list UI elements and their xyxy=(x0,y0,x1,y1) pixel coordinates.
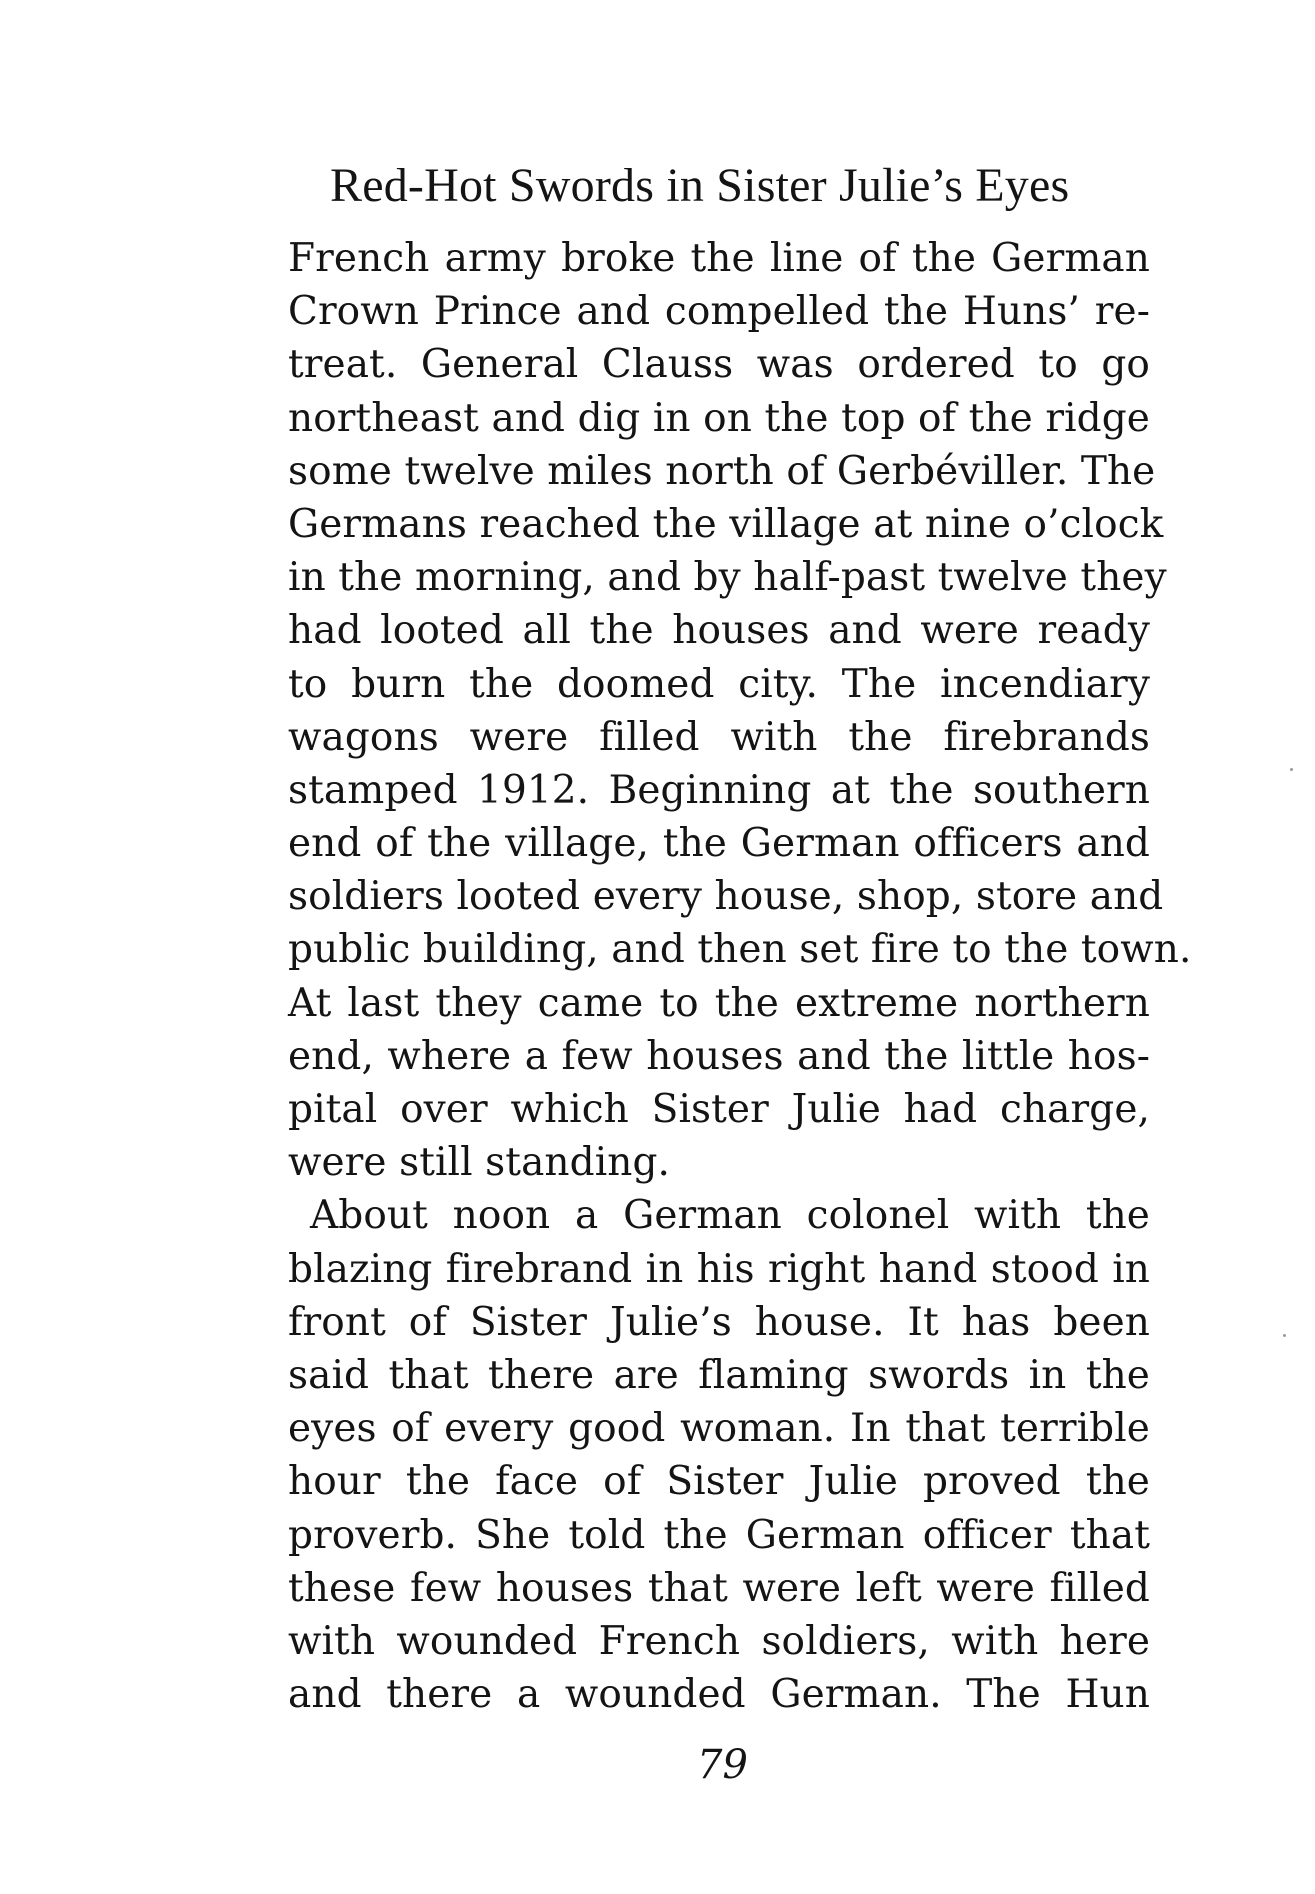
text-line: treat. General Clauss was ordered to go xyxy=(288,342,1150,388)
text-line: end, where a few houses and the little hos- xyxy=(288,1033,1150,1079)
text-line: to burn the doomed city. The incendiary xyxy=(288,661,1150,707)
paragraph-first-line: About noon a German colonel with the xyxy=(310,1193,1150,1239)
text-line: with wounded French soldiers, with here xyxy=(288,1618,1150,1664)
text-line: northeast and dig in on the top of the ridge xyxy=(288,395,1150,441)
body-text xyxy=(288,232,1192,1721)
text-line: Crown Prince and compelled the Huns’ re- xyxy=(288,289,1150,335)
text-line: front of Sister Julie’s house. It has been xyxy=(288,1299,1150,1345)
text-line: end of the village, the German officers and xyxy=(288,821,1150,867)
text-line: wagons were filled with the firebrands xyxy=(288,714,1150,760)
text-line: some twelve miles north of Gerbéviller. The xyxy=(288,448,1156,494)
running-head: Red-Hot Swords in Sister Julie’s Eyes xyxy=(330,159,1070,212)
text-line: public building, and then set fire to the town. xyxy=(288,927,1192,973)
page-number: 79 xyxy=(697,1742,748,1788)
text-line: soldiers looted every house, shop, store and xyxy=(288,874,1164,920)
text-line: pital over which Sister Julie had charge, xyxy=(288,1087,1150,1132)
text-line: blazing firebrand in his right hand stood in xyxy=(288,1246,1150,1292)
text-line: Germans reached the village at nine o’clock xyxy=(288,501,1164,547)
text-line: stamped 1912. Beginning at the southern xyxy=(288,767,1150,813)
text-line: proverb. She told the German officer that xyxy=(288,1512,1150,1558)
text-line: these few houses that were left were filled xyxy=(288,1565,1150,1611)
text-line: in the morning, and by half-past twelve they xyxy=(288,555,1167,601)
scan-speck xyxy=(1283,1334,1286,1337)
text-line: hour the face of Sister Julie proved the xyxy=(288,1459,1150,1505)
text-line: had looted all the houses and were ready xyxy=(288,608,1150,654)
text-line: French army broke the line of the German xyxy=(288,236,1150,281)
text-line: and there a wounded German. The Hun xyxy=(288,1672,1150,1718)
scan-speck xyxy=(1290,768,1293,771)
paragraph-end-line: were still standing. xyxy=(288,1140,671,1186)
text-line: said that there are flaming swords in the xyxy=(288,1352,1150,1398)
text-line: eyes of every good woman. In that terrible xyxy=(288,1406,1150,1452)
text-line: At last they came to the extreme northern xyxy=(288,980,1150,1026)
